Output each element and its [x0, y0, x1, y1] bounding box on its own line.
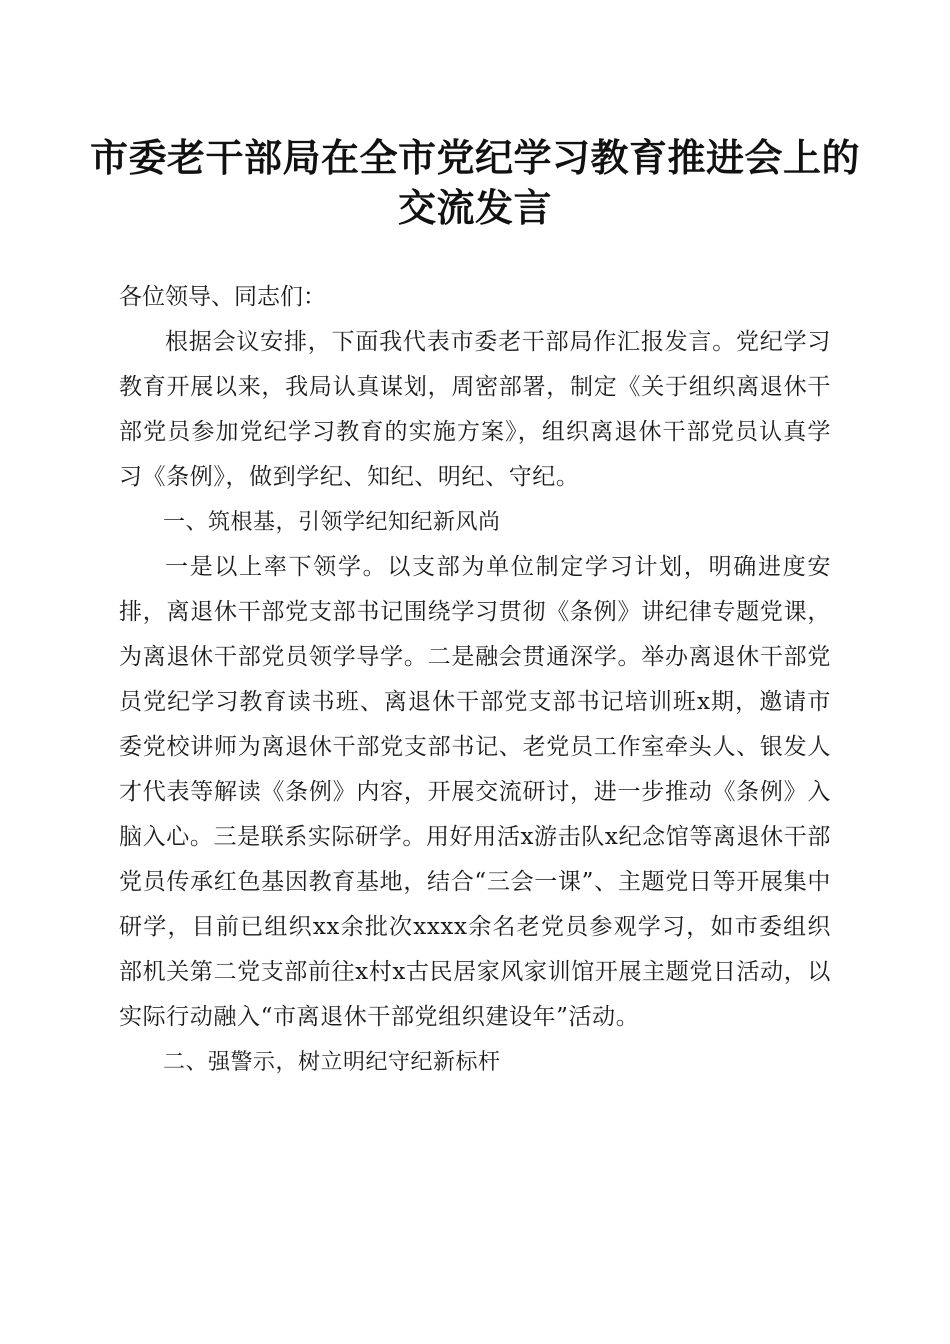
section-2-heading: 二、强警示，树立明纪守纪新标杆 — [163, 1050, 501, 1075]
section-1-paragraph: 一是以上率下领学。以支部为单位制定学习计划，明确进度安排，离退休干部党支部书记围绕学习贯彻《条例》讲纪律专题党课，为离退休干部党员领学导学。二是融会贯通深学。举办离退休干部党员党纪学习教育读书班、离退休干部党支部书记培训班x期，邀请市委党校讲师为离退休干部党支部书记、老党员工作室牵头人、银发人才代表等解读《条例》内容，开展交流研讨，进一步推动《条例》入脑入心。三是联系实际研学。用好用活x游击队x纪念馆等离退休干部党员传承红色基因教育基地，结合“三会一课”、主题党日等开展集中研学，目前已组织xx余批次xxxx余名老党员参观学习，如市委组织部机关第二党支部前往x村x古民居家风家训馆开展主题党日活动，以实际行动融入“市离退休干部党组织建设年”活动。 — [119, 554, 831, 1030]
intro-paragraph: 根据会议安排，下面我代表市委老干部局作汇报发言。党纪学习教育开展以来，我局认真谋划，周密部署，制定《关于组织离退休干部党员参加党纪学习教育的实施方案》，组织离退休干部党员认真学习《条例》，做到学纪、知纪、明纪、守纪。 — [119, 329, 831, 490]
salutation: 各位领导、同志们： — [119, 284, 326, 310]
title-line-2: 交流发言 — [397, 185, 552, 230]
document-body — [119, 275, 831, 1085]
title-line-1: 市委老干部局在全市党纪学习教育推进会上的 — [89, 135, 860, 180]
document-title — [60, 133, 890, 233]
section-1-heading: 一、筑根基，引领学纪知纪新风尚 — [163, 510, 501, 535]
